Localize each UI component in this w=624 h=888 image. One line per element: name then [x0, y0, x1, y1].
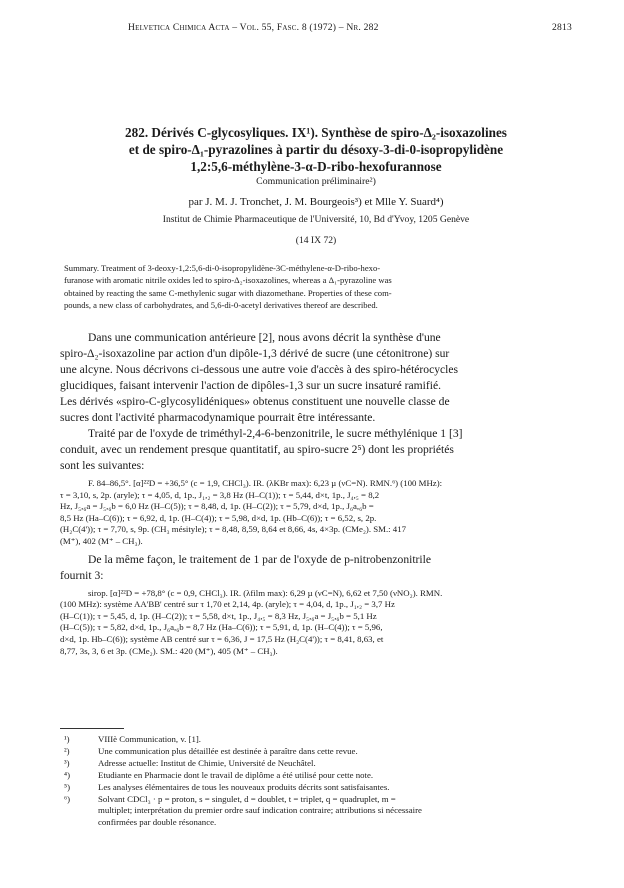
compound-3-data [60, 588, 572, 658]
data-line: (100 MHz): système AA'BB' centré sur τ 1,70 et 2,14, 4p. (aryle); τ = 4,04, d, 1p., J₁,₂ = 3,7 Hz [60, 599, 395, 610]
summary [64, 262, 570, 312]
data-line: (H₂C(4')); τ = 7,70, s, 9p. (CH₃ mésityle); τ = 8,48, 8,59, 8,64 et 8,66, 4s, 4×3p. (CMe₂). SM.: 417 [60, 524, 406, 535]
summary-line: pounds, a new class of carbohydrates, and 5,6-di-0-acetyl derivatives thereof are described. [64, 300, 378, 311]
paragraph-line: fournit 3: [60, 568, 104, 582]
article-body [60, 330, 572, 657]
subtitle: Communication préliminaire²) [256, 176, 376, 187]
footnote-mark: ⁶) [64, 793, 70, 804]
summary-line: obtained by reacting the same C-methylenic sugar with diazomethane. Properties of these com- [64, 287, 392, 298]
footnote [60, 734, 572, 746]
paragraph-line: Les dérivés «spiro-C-glycosylidéniques» obtenus constituent une nouvelle classe de [60, 395, 450, 408]
footnote-text: Une communication plus détaillée est destinée à paraître dans cette revue. [98, 745, 358, 756]
paragraph-line: sucres dont l'activité pharmacodynamique pourrait être intéressante. [60, 411, 376, 424]
data-line: F. 84–86,5°. [α]²²D = +36,5° (c = 1,9, CHCl₃). IR. (λKBr max): 6,23 µ (νC=N). RMN.⁶) (100 MHz): [88, 478, 443, 488]
page-number: 2813 [552, 22, 572, 33]
article-page [60, 0, 572, 888]
footnote-mark: ²) [64, 745, 70, 756]
received-date: (14 IX 72) [295, 235, 337, 246]
data-line: Hz, J₅,₆a = J₅,₆b = 6,0 Hz (H–C(5)); τ = 8,48, d, 1p. (H–C(2)); τ = 5,79, d×d, 1p., J₆a,₆b = [60, 501, 374, 512]
footnote-mark: ⁴) [64, 769, 70, 780]
paragraph-line: De la même façon, le traitement de 1 par de l'oxyde de p-nitrobenzonitrile [88, 552, 432, 566]
paragraph-line: spiro-Δ₂-isoxazoline par action d'un dipôle-1,3 dérivé de sucre (une cétonitrone) sur [60, 347, 450, 360]
institute: Institut de Chimie Pharmaceutique de l'Université, 10, Bd d'Yvoy, 1205 Genève [162, 214, 470, 225]
data-line: (H–C(1)); τ = 5,45, d, 1p. (H–C(2)); τ = 5,58, d×t, 1p., J₄,₅ = 8,3 Hz, J₅,₆a = J₅,₆b = 5,1 Hz [60, 610, 377, 621]
paragraph-line: sont les suivantes: [60, 459, 145, 472]
data-line: (M⁺), 402 (M⁺ – CH₃). [60, 535, 143, 546]
footnote-text: Adresse actuelle: Institut de Chimie, Université de Neuchâtel. [98, 757, 316, 768]
footnote-text: VIIIè Communication, v. [1]. [98, 734, 202, 744]
footnote-divider [60, 728, 124, 729]
footnote-text: confirmées par double résonance. [98, 817, 217, 828]
authors: par J. M. J. Tronchet, J. M. Bourgeois³) et Mlle Y. Suard⁴) [188, 196, 444, 208]
footnote-mark: ³) [64, 757, 70, 768]
footnote-text: Etudiante en Pharmacie dont le travail de diplôme a été utilisé pour cette note. [98, 769, 374, 780]
data-line: 8,77, 3s, 3, 6 et 3p. (CMe₂). SM.: 420 (M⁺), 405 (M⁺ – CH₃). [60, 645, 278, 656]
footnote [60, 770, 572, 782]
footnote [60, 746, 572, 758]
article-title [60, 124, 572, 175]
summary-line: furanose with aromatic nitrile oxides led to spiro-Δ₂-isoxazolines, whereas a Δ₁-pyrazoline was [64, 275, 392, 286]
footnote [60, 794, 572, 830]
paragraph-line: Traité par de l'oxyde de triméthyl-2,4-6-benzonitrile, le sucre méthylénique 1 [3] [88, 427, 463, 440]
title-line: 1,2:5,6-méthylène-3-α-D-ribo-hexofurannose [190, 159, 442, 174]
footnote-text: multiplet; interprétation du premier ordre sauf indication contraire; attributions si nécessaire [98, 805, 422, 816]
footnotes [60, 734, 572, 829]
data-line: sirop. [α]²²D = +78,8° (c = 0,9, CHCl₃). IR. (λfilm max): 6,29 µ (νC=N), 6,62 et 7,50 (νNO₂). RMN. [88, 587, 443, 598]
compound-2-data [60, 478, 572, 548]
paragraph-line: glucidiques, faisant intervenir l'action de dipôles-1,3 sur un sucre insaturé ramifié. [60, 379, 442, 392]
paragraph-line: une alcyne. Nous décrivons ci-dessous une autre voie d'accès à des spiro-hétérocycles [60, 363, 459, 376]
paragraph-line: Dans une communication antérieure [2], nous avons décrit la synthèse d'une [88, 331, 441, 344]
footnote-mark: ¹) [64, 734, 70, 744]
data-line: τ = 3,10, s, 2p. (aryle); τ = 4,05, d, 1p., J₁,₂ = 3,8 Hz (H–C(1)); τ = 5,44, d×t, 1p., J₄,₅ = 8,2 [60, 489, 380, 500]
footnote-text: Solvant CDCl₃ · p = proton, s = singulet, d = doublet, t = triplet, q = quadruplet, m = [98, 793, 396, 804]
title-line: et de spiro-Δ₁-pyrazolines à partir du désoxy-3-di-0-isopropylidène [128, 142, 504, 157]
journal-citation: Helvetica Chimica Acta – Vol. 55, Fasc. 8 (1972) – Nr. 282 [128, 22, 379, 33]
footnote [60, 758, 572, 770]
footnote-mark: ⁵) [64, 781, 70, 792]
paragraph-line: conduit, avec un rendement presque quantitatif, au spiro-sucre 2⁵) dont les propriétés [60, 443, 454, 456]
data-line: d×d, 1p. Hb–C(6)); système AB centré sur τ = 6,36, J = 17,5 Hz (H₂C(4')); τ = 8,41, 8,63, et [60, 633, 384, 644]
footnote-text: Les analyses élémentaires de tous les nouveaux produits décrits sont satisfaisantes. [98, 781, 390, 792]
footnote [60, 782, 572, 794]
data-line: (H–C(5)); τ = 5,82, d×d, 1p., J₆a,₆b = 8,7 Hz (Ha–C(6)); τ = 5,91, d, 1p. (H–C(4)); τ = 5,96, [60, 622, 383, 633]
data-line: 8,5 Hz (Ha–C(6)); τ = 6,92, d, 1p. (H–C(4)); τ = 5,98, d×d, 1p. (Hb–C(6)); τ = 6,52, s, 2p. [60, 512, 377, 523]
summary-line: Summary. Treatment of 3-deoxy-1,2:5,6-di-0-isopropylidène-3C-méthylene-α-D-ribo-hexo- [64, 263, 381, 273]
title-line: 282. Dérivés C-glycosyliques. IX¹). Synthèse de spiro-Δ₂-isoxazolines [125, 125, 507, 140]
